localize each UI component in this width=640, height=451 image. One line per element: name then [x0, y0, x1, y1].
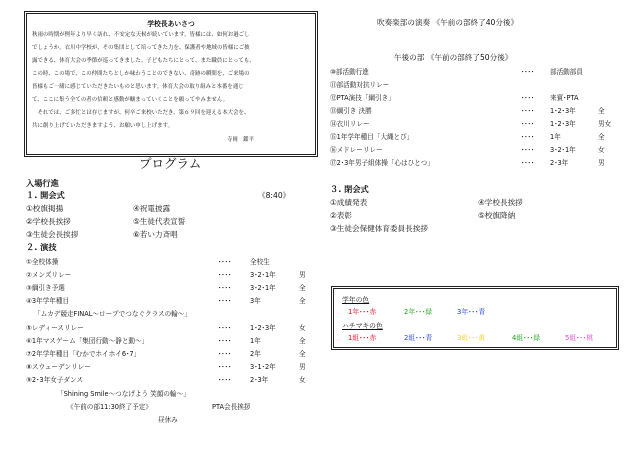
opening-item: ①校旗掲揚: [26, 204, 64, 213]
event-name: ①全校体操: [26, 258, 59, 266]
event-dots: ････: [218, 284, 232, 292]
event-participants: 2･3年: [250, 376, 269, 384]
event-name: ⑬綱引き 決勝: [330, 107, 372, 115]
grade-color-2: 2年･･･緑: [404, 308, 433, 316]
program-title: プログラム: [139, 156, 202, 171]
event-gender: 女: [299, 324, 306, 332]
color-legend-box: [333, 288, 617, 348]
event-name: ④3年学年種目: [26, 297, 70, 305]
event-participants: 1･2･3年: [550, 107, 576, 115]
closing-item: ④学校長挨拶: [478, 198, 523, 207]
event-dots: ････: [521, 120, 535, 128]
greeting-line: 秋雨の時期が例年より早く訪れ、不安定な天候が続いています。皆様には、如何お過ごし: [32, 32, 250, 38]
greeting-line: でしょうか。衣川中学校が、その集団として培ってきた力を、保護者や地域の皆様にご披: [32, 45, 250, 51]
opening-item: ③生徒会長挨拶: [26, 230, 79, 239]
event-gender: 全: [598, 133, 605, 141]
event-name: ⑨2･3年女子ダンス: [26, 376, 84, 384]
event-participants: 全校生: [250, 258, 270, 266]
event-subtitle: 「ムカデ競走FINAL～ロープでつなぐクラスの輪～」: [34, 310, 191, 318]
headband-color-5: 5組･･･桃: [565, 334, 594, 342]
event-gender: 全: [299, 297, 306, 305]
event-dots: ････: [521, 133, 535, 141]
headband-color-title: ハチマキの色: [342, 322, 383, 330]
event-name: ⑩部活動行進: [330, 68, 369, 76]
event-gender: 全: [598, 107, 605, 115]
opening-ceremony-heading: １. 開会式: [26, 190, 65, 200]
headband-color-4: 4組･･･緑: [512, 334, 541, 342]
grade-color-3: 3年･･･青: [457, 308, 486, 316]
grade-color-1: 1年･･･赤: [348, 308, 377, 316]
event-gender: 全: [299, 284, 306, 292]
closing-item: ①成績発表: [330, 198, 368, 207]
greeting-box: [26, 13, 316, 155]
lunch-break: 昼休み: [158, 416, 178, 424]
closing-item: ⑤校旗降納: [478, 211, 516, 220]
event-name: ⑦2年学年種目「むかでホイホイ6･7」: [26, 350, 141, 358]
event-name: ⑧スウェーデンリレー: [26, 363, 91, 371]
event-dots: ････: [218, 324, 232, 332]
event-participants: 1年: [250, 337, 261, 345]
event-dots: ････: [218, 271, 232, 279]
grade-color-title: 学年の色: [342, 296, 370, 304]
closing-item: ③生徒会保健体育委員長挨拶: [330, 224, 428, 233]
event-participants: 1年: [550, 133, 561, 141]
event-name: ⑤レディースリレー: [26, 324, 84, 332]
greeting-title: 学校長あいさつ: [147, 20, 195, 28]
closing-ceremony-heading: ３. 閉会式: [330, 184, 369, 194]
band-performance: 吹奏楽部の演奏 《午前の部終了40分後》: [377, 18, 519, 27]
event-name: ⑭衣川リレー: [330, 120, 370, 128]
event-dots: ････: [521, 107, 535, 115]
event-gender: 女: [598, 146, 605, 154]
event-participants: 2年: [250, 350, 261, 358]
event-participants: 2･3年: [550, 159, 569, 167]
event-gender: 男: [299, 271, 306, 279]
event-participants: 3･2･1年: [250, 271, 276, 279]
performance-heading: ２. 演技: [26, 242, 57, 252]
event-gender: 男女: [598, 120, 612, 128]
event-name: ⑰2･3年男子組体操「心はひとつ」: [330, 159, 434, 167]
event-participants: 3年: [250, 297, 261, 305]
event-dots: ････: [521, 68, 535, 76]
headband-color-1: 1組･･･赤: [348, 334, 377, 342]
event-dots: ････: [521, 94, 535, 102]
morning-end-note: 《午前の部11:30終了予定》: [67, 403, 152, 411]
closing-item: ②表彰: [330, 211, 352, 220]
event-participants: 部活動部員: [550, 68, 583, 76]
headband-color-2: 2組･･･青: [404, 334, 433, 342]
greeting-line: 露できる、体育大会の季節が巡ってきました。子どもたちにとって、また職員にとっても、: [32, 58, 255, 64]
event-name: ②メンズリレー: [26, 271, 72, 279]
event-gender: 男: [299, 363, 306, 371]
afternoon-heading: 午後の部 《午前の部終了50分後》: [394, 53, 513, 62]
event-gender: 女: [299, 376, 306, 384]
event-dots: ････: [521, 146, 535, 154]
event-gender: 全: [299, 350, 306, 358]
greeting-line: それでは、ご多忙とは存じますが、何卒ご来校いただき、第６９回を迎える本大会を、: [32, 110, 250, 116]
event-participants: 1･2･3年: [250, 324, 276, 332]
event-participants: 3･1･2年: [250, 363, 276, 371]
event-dots: ････: [521, 159, 535, 167]
pta-greeting: PTA会長挨拶: [212, 403, 251, 411]
greeting-line: 共に創り上げていただきますよう、お願い申し上げます。: [32, 123, 174, 129]
entrance-march: 入場行進: [26, 178, 59, 188]
event-participants: 3･2･1年: [250, 284, 276, 292]
event-name: ③綱引き予選: [26, 284, 65, 292]
event-gender: 全: [299, 337, 306, 345]
greeting-line: 皆様もご一緒に感じていただきたいものと思います。体育大会の取り組みと本番を通じ: [32, 84, 244, 90]
event-participants: 1･2･3年: [550, 120, 576, 128]
event-name: ⑥1年マスゲーム「集団行動～静と動～」: [26, 337, 149, 345]
opening-time: 《8:40》: [258, 191, 291, 200]
event-dots: ････: [218, 297, 232, 305]
headband-color-3: 3組･･･黄: [457, 334, 486, 342]
greeting-signature: 寺岡 鑑平: [227, 137, 254, 143]
event-dots: ････: [218, 258, 232, 266]
opening-item: ⑤生徒代表宣誓: [133, 217, 186, 226]
event-dots: ････: [218, 363, 232, 371]
opening-item: ②学校長挨拶: [26, 217, 71, 226]
dance-subtitle: 「Shining Smile～つなげよう 笑顔の輪～」: [57, 390, 190, 398]
opening-item: ④祝電披露: [133, 204, 171, 213]
event-gender: 男: [598, 159, 605, 167]
opening-item: ⑥若い力斉唱: [133, 230, 178, 239]
event-participants: 来賓･PTA: [550, 94, 579, 102]
event-name: ⑮1年学年種目「大縄とび」: [330, 133, 414, 141]
greeting-line: て、ここに集う全ての者の信頼と感動が醸まっていくことを願ってやみません。: [32, 97, 229, 103]
event-name: ⑫PTA演技「綱引き」: [330, 94, 395, 102]
event-name: ⑪部活動対抗リレー: [330, 81, 390, 89]
event-dots: ････: [218, 337, 232, 345]
event-dots: ････: [218, 350, 232, 358]
event-name: ⑯メドレーリレー: [330, 146, 383, 154]
greeting-line: この時、この場で、この仲間たちとしか味わうことのできない、奇跡の瞬間を、ご来場の: [32, 71, 250, 77]
event-dots: ････: [218, 376, 232, 384]
event-participants: 3･2･1年: [550, 146, 576, 154]
